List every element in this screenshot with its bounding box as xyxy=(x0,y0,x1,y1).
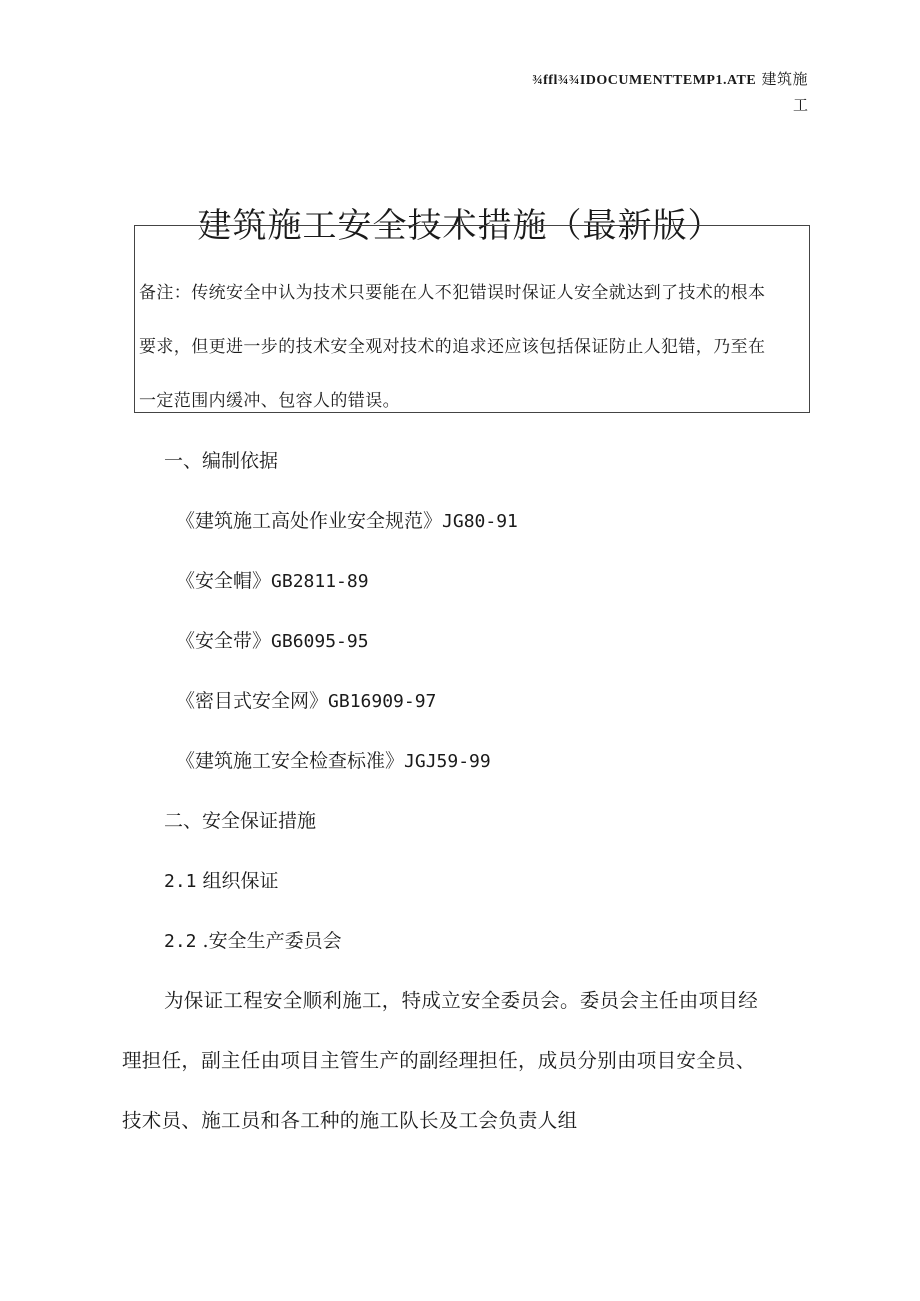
reference-item xyxy=(176,626,369,657)
reference-code: GB6095-95 xyxy=(271,631,369,652)
subsection-title: .安全生产委员会 xyxy=(196,930,342,952)
reference-code: JGJ59-99 xyxy=(404,751,491,772)
reference-code: JG80-91 xyxy=(442,511,518,532)
header-second-line: 工 xyxy=(792,96,808,114)
reference-item xyxy=(176,506,518,537)
subsection-number: 2.2 xyxy=(164,931,197,952)
header-template-code: ¾ffl¾¾IDOCUMENTTEMP1.ATE xyxy=(532,73,757,88)
reference-item xyxy=(176,746,491,777)
reference-name: 《安全帽》 xyxy=(176,570,272,592)
section-2-heading: 二、安全保证措施 xyxy=(164,810,317,832)
reference-name: 《安全带》 xyxy=(176,630,272,652)
subsection-2-1 xyxy=(164,866,279,897)
subsection-2-2 xyxy=(164,926,342,957)
document-title: 建筑施工安全技术措施（最新版） xyxy=(197,205,723,246)
subsection-title: 组织保证 xyxy=(196,870,279,892)
header-suffix: 建筑施 xyxy=(756,70,808,88)
page-header xyxy=(532,66,808,94)
reference-name: 《建筑施工安全检查标准》 xyxy=(176,750,405,772)
paragraph-line-3: 技术员、施工员和各工种的施工队长及工会负责人组 xyxy=(122,1109,578,1132)
reference-code: GB16909-97 xyxy=(328,691,437,712)
note-line-1: 备注：传统安全中认为技术只要能在人不犯错误时保证人安全就达到了技术的根本 xyxy=(139,283,766,303)
note-line-2: 要求，但更进一步的技术安全观对技术的追求还应该包括保证防止人犯错，乃至在 xyxy=(139,337,766,357)
paragraph-line-1: 为保证工程安全顺利施工，特成立安全委员会。委员会主任由项目经 xyxy=(164,989,759,1012)
paragraph-line-2: 理担任，副主任由项目主管生产的副经理担任，成员分别由项目安全员、 xyxy=(122,1049,756,1072)
reference-code: GB2811-89 xyxy=(271,571,369,592)
note-line-3: 一定范围内缓冲、包容人的错误。 xyxy=(139,391,400,411)
section-1-heading: 一、编制依据 xyxy=(164,450,279,472)
reference-name: 《建筑施工高处作业安全规范》 xyxy=(176,510,443,532)
reference-item xyxy=(176,686,436,717)
reference-name: 《密目式安全网》 xyxy=(176,690,329,712)
reference-item xyxy=(176,566,369,597)
note-box xyxy=(134,225,810,413)
subsection-number: 2.1 xyxy=(164,871,197,892)
